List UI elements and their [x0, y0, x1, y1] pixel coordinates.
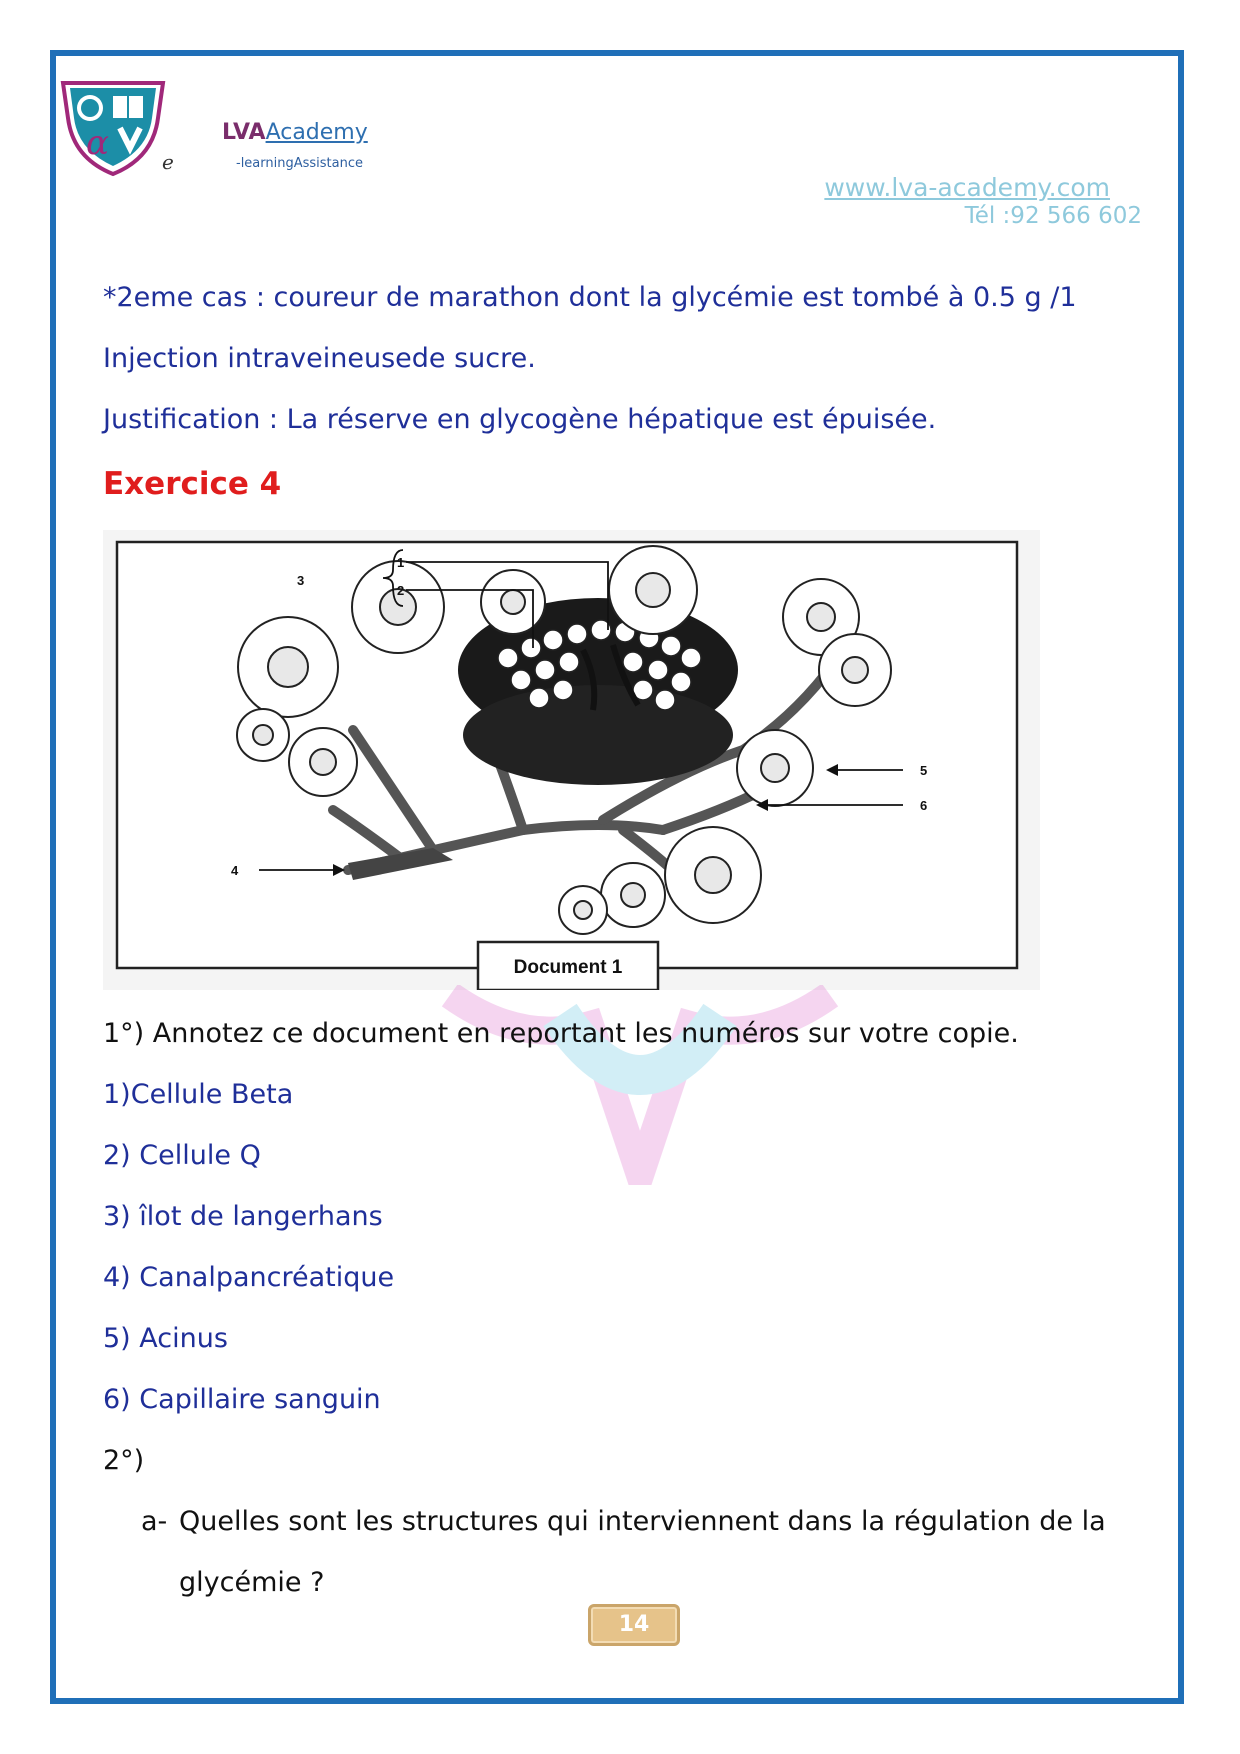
website-link[interactable]: www.lva-academy.com: [824, 173, 1110, 202]
exercise-title: Exercice 4: [103, 466, 282, 502]
case2-line1: *2eme cas : coureur de marathon dont la glycémie est tombé à 0.5 g /1: [103, 282, 1077, 313]
acinus: [819, 634, 891, 706]
svg-text:α: α: [86, 123, 109, 163]
phone-number: Tél :92 566 602: [964, 203, 1142, 229]
acinus: [737, 730, 813, 806]
label-5: 5: [920, 763, 928, 778]
figure-caption: Document 1: [513, 957, 623, 978]
question-2a-marker: a-: [141, 1506, 168, 1537]
pancreas-diagram: [103, 530, 1040, 990]
brand-tagline: -learningAssistance: [236, 156, 363, 171]
logo-letter: e: [162, 150, 174, 174]
acinus: [481, 570, 545, 634]
brand-name: [222, 120, 368, 145]
label-3: 3: [297, 573, 305, 588]
question-1: 1°) Annotez ce document en reportant les numéros sur votre copie.: [103, 1018, 1019, 1049]
acinus: [238, 617, 338, 717]
acinus: [601, 863, 665, 927]
acinus: [609, 546, 697, 634]
answer-6: 6) Capillaire sanguin: [103, 1384, 381, 1415]
lva-logo-icon: [58, 78, 168, 178]
acinus: [352, 561, 444, 653]
acinus: [289, 728, 357, 796]
label-6: 6: [920, 798, 928, 813]
brand-academy: Academy: [265, 120, 368, 145]
brand-lva: LVA: [222, 120, 266, 145]
label-2: 2: [397, 583, 405, 598]
acinus: [559, 886, 607, 934]
answer-5: 5) Acinus: [103, 1323, 228, 1354]
label-4: 4: [231, 863, 239, 878]
answer-3: 3) îlot de langerhans: [103, 1201, 383, 1232]
question-2a-line1: Quelles sont les structures qui interviennent dans la régulation de la: [179, 1506, 1106, 1537]
answer-4: 4) Canalpancréatique: [103, 1262, 395, 1293]
answer-1: 1)Cellule Beta: [103, 1079, 294, 1110]
page-number: 14: [588, 1604, 680, 1646]
acinus: [237, 709, 289, 761]
question-2a-line2: glycémie ?: [179, 1567, 325, 1598]
answer-2: 2) Cellule Q: [103, 1140, 261, 1171]
acinus: [665, 827, 761, 923]
watermark-logo: [440, 985, 840, 1185]
case2-line3: Justification : La réserve en glycogène hépatique est épuisée.: [103, 404, 937, 435]
case2-line2: Injection intraveineusede sucre.: [103, 343, 536, 374]
question-2: 2°): [103, 1445, 145, 1476]
label-1: 1: [397, 555, 405, 570]
islet-dark-base: [463, 685, 733, 785]
